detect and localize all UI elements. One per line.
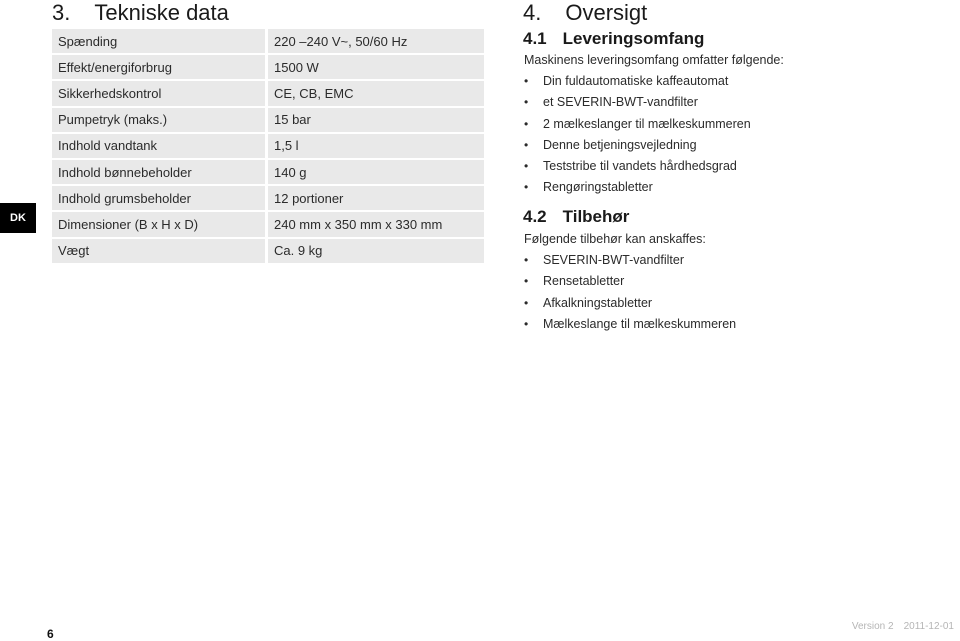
delivery-scope-heading <box>523 29 704 49</box>
list-item <box>524 314 736 335</box>
subsection-title: Leveringsomfang <box>562 29 705 48</box>
list-item-text: Din fuldautomatiske kaffeautomat <box>543 74 729 88</box>
list-item <box>524 92 751 113</box>
list-item <box>524 293 736 314</box>
spec-label: Sikkerhedskontrol <box>52 81 268 107</box>
spec-value: 140 g <box>268 160 484 186</box>
list-item-text: Afkalkningstabletter <box>543 295 653 310</box>
list-item <box>524 156 751 177</box>
list-item <box>524 71 751 92</box>
list-item <box>524 250 736 271</box>
spec-row <box>52 239 484 265</box>
spec-label: Indhold grumsbeholder <box>52 186 268 212</box>
bullet-icon: • <box>524 180 529 195</box>
list-item <box>524 271 736 292</box>
spec-label: Vægt <box>52 239 268 265</box>
spec-label: Indhold bønnebeholder <box>52 160 268 186</box>
spec-row <box>52 134 484 160</box>
list-item-text: Mælkeslange til mælkeskummeren <box>543 316 737 331</box>
spec-row <box>52 108 484 134</box>
page-number: 6 <box>47 627 54 641</box>
accessories-heading <box>523 207 629 227</box>
spec-label: Pumpetryk (maks.) <box>52 108 268 134</box>
spec-row <box>52 160 484 186</box>
spec-label: Indhold vandtank <box>52 134 268 160</box>
list-item <box>524 114 751 135</box>
spec-value: Ca. 9 kg <box>268 239 484 265</box>
list-item-text: Rengøringstabletter <box>543 180 653 195</box>
overview-heading <box>523 0 647 26</box>
list-item <box>524 135 751 156</box>
accessories-intro: Følgende tilbehør kan anskaffes: <box>524 232 706 246</box>
bullet-icon: • <box>524 74 529 88</box>
list-item-text: SEVERIN-BWT-vandfilter <box>543 253 685 267</box>
spec-value: 1500 W <box>268 55 484 81</box>
accessories-list <box>524 250 736 335</box>
version-footer <box>852 621 954 632</box>
bullet-icon: • <box>524 316 529 331</box>
section-number: 4. <box>523 0 542 25</box>
spec-label: Spænding <box>52 29 268 55</box>
spec-row <box>52 81 484 107</box>
bullet-icon: • <box>524 95 529 110</box>
bullet-icon: • <box>524 116 529 131</box>
section-title-text: Oversigt <box>565 0 648 25</box>
spec-value: 1,5 l <box>268 134 484 160</box>
list-item-text: et SEVERIN-BWT-vandfilter <box>543 95 698 110</box>
list-item-text: Rensetabletter <box>543 274 625 289</box>
bullet-icon: • <box>524 274 529 289</box>
spec-row <box>52 186 484 212</box>
delivery-scope-list <box>524 71 751 199</box>
technical-data-table <box>52 29 484 265</box>
spec-value: 15 bar <box>268 108 484 134</box>
spec-value: 240 mm x 350 mm x 330 mm <box>268 212 484 238</box>
spec-row <box>52 55 484 81</box>
bullet-icon: • <box>524 137 529 152</box>
version-label: Version 2 <box>851 621 894 632</box>
subsection-title: Tilbehør <box>562 207 630 226</box>
list-item-text: Denne betjeningsvejledning <box>543 137 697 152</box>
list-item-text: 2 mælkeslanger til mælkeskummeren <box>543 116 751 131</box>
subsection-number: 4.2 <box>523 207 547 226</box>
spec-label: Dimensioner (B x H x D) <box>52 212 268 238</box>
bullet-icon: • <box>524 295 529 310</box>
spec-label: Effekt/energiforbrug <box>52 55 268 81</box>
delivery-scope-intro: Maskinens leveringsomfang omfatter følgende: <box>524 53 784 67</box>
spec-value: 12 portioner <box>268 186 484 212</box>
bullet-icon: • <box>524 159 529 174</box>
spec-value: CE, CB, EMC <box>268 81 484 107</box>
spec-row <box>52 212 484 238</box>
spec-value: 220 –240 V~, 50/60 Hz <box>268 29 484 55</box>
technical-data-heading <box>52 0 229 26</box>
subsection-number: 4.1 <box>523 29 547 48</box>
list-item <box>524 177 751 198</box>
list-item-text: Teststribe til vandets hårdhedsgrad <box>543 159 737 174</box>
language-tab: DK <box>0 203 36 233</box>
version-date: 2011-12-01 <box>903 621 954 632</box>
section-title-text: Tekniske data <box>94 0 229 25</box>
section-number: 3. <box>52 0 71 25</box>
spec-row <box>52 29 484 55</box>
bullet-icon: • <box>524 253 529 267</box>
